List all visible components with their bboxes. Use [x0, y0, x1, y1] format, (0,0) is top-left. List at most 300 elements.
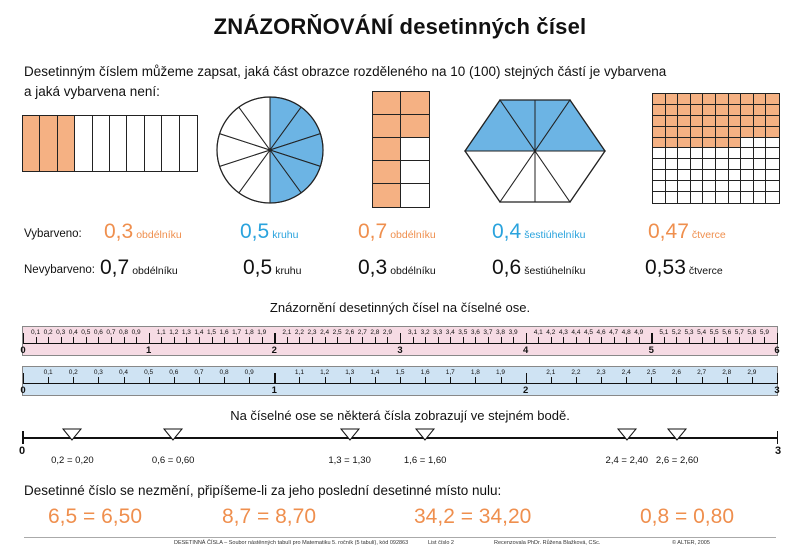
minor-tick-label: 3,7: [483, 329, 493, 336]
square-cell: [691, 105, 704, 116]
minor-tick-label: 0,8: [219, 369, 229, 376]
major-tick: [651, 333, 652, 344]
grid-cell: [373, 138, 401, 161]
hexagon-svg: [455, 95, 615, 207]
minor-tick: [639, 337, 640, 344]
circle-svg: [215, 95, 325, 205]
minor-tick: [61, 337, 62, 344]
square-cell: [741, 116, 754, 127]
rect-cell: [180, 116, 197, 171]
square-cell: [729, 105, 742, 116]
minor-tick: [325, 377, 326, 384]
filled-number-square: 0,47: [648, 220, 689, 243]
minor-tick: [98, 337, 99, 344]
minor-tick: [299, 337, 300, 344]
square-cell: [666, 192, 679, 203]
square-row: [653, 116, 779, 127]
minor-tick-label: 5,1: [659, 329, 669, 336]
minor-tick-label: 2,1: [282, 329, 292, 336]
minor-tick: [161, 337, 162, 344]
minor-tick-label: 4,5: [583, 329, 594, 336]
minor-tick: [689, 337, 690, 344]
unfilled-row-label: Nevybarveno:: [24, 264, 95, 276]
square-cell: [741, 170, 754, 181]
major-tick-label: 0: [20, 385, 26, 396]
point-marker-label: 1,3 = 1,30: [328, 455, 371, 466]
square-cell: [754, 138, 767, 149]
rule-text: Desetinné číslo se nezmění, připíšeme-li za jeho poslední desetinné místo nulu:: [24, 483, 502, 498]
minor-tick-label: 3,1: [408, 329, 418, 336]
minor-tick: [149, 377, 150, 384]
square-cell: [653, 138, 666, 149]
minor-tick: [413, 337, 414, 344]
minor-tick: [501, 337, 502, 344]
square-cell: [653, 116, 666, 127]
square-cell: [729, 159, 742, 170]
major-tick: [400, 333, 401, 344]
minor-tick: [727, 377, 728, 384]
minor-tick: [702, 377, 703, 384]
square-cell: [691, 170, 704, 181]
square-cell: [666, 127, 679, 138]
minor-tick: [425, 377, 426, 384]
square-cell: [653, 127, 666, 138]
square-cell: [716, 148, 729, 159]
figure-square-100: [652, 93, 780, 204]
minor-tick-label: 1,9: [496, 369, 506, 376]
unfilled-unit-rectangle: obdélníku: [132, 265, 178, 277]
minor-tick-label: 0,8: [119, 329, 129, 336]
minor-tick-label: 1,8: [470, 369, 480, 376]
minor-tick-label: 0,1: [31, 329, 41, 336]
minor-tick: [224, 337, 225, 344]
minor-tick-label: 3,3: [433, 329, 443, 336]
minor-tick: [325, 337, 326, 344]
minor-tick: [475, 377, 476, 384]
square-cell: [741, 148, 754, 159]
square-cell: [691, 94, 704, 105]
minor-tick-label: 0,7: [106, 329, 116, 336]
square-cell: [754, 159, 767, 170]
square-cell: [741, 159, 754, 170]
unfilled-unit-grid: obdélníku: [390, 265, 436, 277]
major-tick: [274, 373, 275, 384]
minor-tick-label: 5,3: [684, 329, 694, 336]
square-cell: [766, 138, 779, 149]
square-cell: [678, 148, 691, 159]
square-cell: [766, 127, 779, 138]
minor-tick-label: 0,5: [144, 369, 154, 376]
grid-row: [373, 92, 429, 115]
minor-tick-label: 3,9: [508, 329, 518, 336]
square-cell: [754, 170, 767, 181]
minor-tick: [475, 337, 476, 344]
minor-tick: [425, 337, 426, 344]
point-marker-label: 1,6 = 1,60: [403, 455, 447, 466]
square-cell: [703, 138, 716, 149]
minor-tick: [174, 337, 175, 344]
minor-tick-label: 1,7: [232, 329, 242, 336]
minor-tick: [513, 337, 514, 344]
minor-tick: [350, 377, 351, 384]
square-cell: [729, 94, 742, 105]
square-cell: [766, 94, 779, 105]
square-cell: [729, 148, 742, 159]
major-tick: [23, 333, 24, 344]
square-row: [653, 138, 779, 149]
square-row: [653, 94, 779, 105]
minor-tick-label: 5,7: [734, 329, 744, 336]
minor-tick: [199, 377, 200, 384]
unfilled-value-grid: [358, 256, 436, 280]
filled-unit-hexagon: šestiúhelníku: [524, 229, 586, 241]
filled-value-grid: [358, 220, 436, 244]
rect-cell: [145, 116, 162, 171]
minor-tick: [375, 337, 376, 344]
minor-tick-label: 2,6: [345, 329, 355, 336]
minor-tick-label: 2,5: [646, 369, 656, 376]
major-tick-label: 0: [20, 345, 26, 356]
same-point-caption: Na číselné ose se některá čísla zobrazují ve stejném bodě.: [230, 408, 570, 423]
square-cell: [678, 138, 691, 149]
grid-cell: [401, 92, 429, 115]
square-cell: [666, 94, 679, 105]
minor-tick: [287, 337, 288, 344]
square-cell: [703, 148, 716, 159]
square-cell: [691, 181, 704, 192]
unfilled-value-hexagon: [492, 256, 586, 280]
minor-tick-label: 1,3: [181, 329, 191, 336]
figure-hexagon-10: [455, 95, 615, 207]
square-cell: [678, 94, 691, 105]
major-tick: [777, 333, 778, 344]
rect-cell: [110, 116, 127, 171]
square-row: [653, 105, 779, 116]
grid-row: [373, 184, 429, 207]
minor-tick-label: 5,6: [722, 329, 732, 336]
minor-tick-label: 0,2: [68, 369, 78, 376]
minor-tick: [237, 337, 238, 344]
filled-number-rectangle: 0,3: [104, 220, 134, 243]
unfilled-unit-circle: kruhu: [275, 265, 302, 277]
major-tick-label: 6: [774, 345, 780, 356]
grid-cell: [373, 161, 401, 184]
square-cell: [653, 159, 666, 170]
minor-tick-label: 3,2: [420, 329, 430, 336]
minor-tick-label: 0,3: [93, 369, 103, 376]
minor-tick: [350, 337, 351, 344]
grid-cell: [401, 138, 429, 161]
square-cell: [678, 159, 691, 170]
footer: [24, 537, 776, 552]
grid-cell: [401, 184, 429, 207]
minor-tick-label: 0,2: [43, 329, 53, 336]
figure-circle-10: [215, 95, 325, 205]
page-title: ZNÁZORŇOVÁNÍ desetinných čísel: [213, 14, 587, 39]
rect-cell: [23, 116, 40, 171]
square-cell: [716, 127, 729, 138]
intro-line-1: Desetinným číslem můžeme zapsat, jaká část obrazce rozděleného na 10 (100) stejných částí je vybarvena: [24, 64, 667, 79]
square-cell: [666, 116, 679, 127]
minor-tick-label: 3,5: [458, 329, 468, 336]
square-cell: [653, 170, 666, 181]
square-cell: [741, 127, 754, 138]
equation-1: 6,5 = 6,50: [48, 505, 142, 528]
minor-tick: [400, 377, 401, 384]
major-tick-label: 1: [271, 385, 277, 396]
square-cell: [716, 94, 729, 105]
minor-tick: [764, 337, 765, 344]
square-cell: [703, 105, 716, 116]
grid-cell: [401, 161, 429, 184]
major-tick: [149, 333, 150, 344]
minor-tick-label: 2,4: [320, 329, 330, 336]
minor-tick: [702, 337, 703, 344]
minor-tick: [262, 337, 263, 344]
unfilled-number-square: 0,53: [645, 256, 686, 279]
square-cell: [741, 181, 754, 192]
minor-tick-label: 2,3: [596, 369, 606, 376]
minor-tick-label: 2,5: [332, 329, 342, 336]
major-tick: [274, 333, 275, 344]
rect-cell: [40, 116, 57, 171]
square-cell: [678, 170, 691, 181]
minor-tick: [36, 337, 37, 344]
minor-tick: [98, 377, 99, 384]
square-cell: [766, 105, 779, 116]
square-cell: [691, 192, 704, 203]
minor-tick: [450, 337, 451, 344]
minor-tick: [501, 377, 502, 384]
minor-tick: [48, 377, 49, 384]
minor-tick: [312, 337, 313, 344]
square-cell: [766, 192, 779, 203]
square-cell: [703, 159, 716, 170]
minor-tick-label: 4,3: [558, 329, 568, 336]
minor-tick-label: 0,3: [56, 329, 66, 336]
square-cell: [653, 181, 666, 192]
square-cell: [666, 159, 679, 170]
square-cell: [703, 181, 716, 192]
point-marker-icon: [162, 428, 184, 441]
minor-tick: [488, 337, 489, 344]
figure-grid-10: [372, 91, 430, 208]
square-cell: [766, 116, 779, 127]
square-row: [653, 127, 779, 138]
minor-tick: [387, 337, 388, 344]
equation-3: 34,2 = 34,20: [414, 505, 532, 528]
rect-cell: [162, 116, 179, 171]
minor-tick-label: 4,8: [621, 329, 631, 336]
square-row: [653, 159, 779, 170]
square-row: [653, 170, 779, 181]
minor-tick-label: 2,2: [571, 369, 581, 376]
minor-tick: [664, 337, 665, 344]
minor-tick-label: 1,6: [219, 329, 229, 336]
grid-row: [373, 115, 429, 138]
square-cell: [666, 170, 679, 181]
minor-tick-label: 0,6: [93, 329, 103, 336]
minor-tick: [249, 337, 250, 344]
minor-tick: [337, 337, 338, 344]
minor-tick: [563, 337, 564, 344]
square-row: [653, 192, 779, 203]
unfilled-number-circle: 0,5: [243, 256, 273, 279]
minor-tick-label: 1,4: [194, 329, 204, 336]
number-line-bottom: [18, 437, 782, 466]
minor-tick: [224, 377, 225, 384]
square-cell: [729, 138, 742, 149]
minor-tick: [626, 377, 627, 384]
square-cell: [766, 170, 779, 181]
square-cell: [703, 192, 716, 203]
filled-value-hexagon: [492, 220, 586, 244]
square-cell: [678, 192, 691, 203]
major-tick-label: 3: [774, 385, 780, 396]
footer-center: List číslo 2: [428, 540, 454, 546]
filled-row-label: Vybarveno:: [24, 228, 82, 240]
square-cell: [666, 148, 679, 159]
square-cell: [716, 192, 729, 203]
major-tick-label: 5: [648, 345, 654, 356]
minor-tick-label: 1,6: [420, 369, 430, 376]
square-cell: [716, 159, 729, 170]
minor-tick: [551, 377, 552, 384]
major-tick: [526, 333, 527, 344]
minor-tick-label: 3,4: [445, 329, 455, 336]
filled-unit-square: čtverce: [691, 229, 726, 241]
point-marker-icon: [61, 428, 83, 441]
minor-tick-label: 0,9: [244, 369, 254, 376]
square-cell: [716, 138, 729, 149]
minor-tick: [73, 337, 74, 344]
unfilled-value-circle: [243, 256, 301, 280]
minor-tick-label: 5,9: [759, 329, 769, 336]
minor-tick: [727, 337, 728, 344]
square-cell: [666, 181, 679, 192]
minor-tick: [576, 377, 577, 384]
square-cell: [741, 105, 754, 116]
major-tick: [526, 373, 527, 384]
minor-tick-label: 0,4: [68, 329, 78, 336]
major-tick: [23, 373, 24, 384]
minor-tick-label: 1,2: [320, 369, 330, 376]
minor-tick-label: 1,4: [370, 369, 380, 376]
minor-tick: [551, 337, 552, 344]
major-tick-label: 4: [523, 345, 529, 356]
major-tick: [777, 373, 778, 384]
square-cell: [754, 105, 767, 116]
minor-tick-label: 3,8: [496, 329, 506, 336]
square-cell: [716, 170, 729, 181]
point-marker-label: 0,2 = 0,20: [51, 455, 94, 466]
minor-tick: [249, 377, 250, 384]
unfilled-unit-hexagon: šestiúhelníku: [524, 265, 586, 277]
filled-number-circle: 0,5: [240, 220, 270, 243]
minor-tick: [589, 337, 590, 344]
minor-tick-label: 0,4: [119, 369, 129, 376]
equation-2: 8,7 = 8,70: [222, 505, 316, 528]
point-marker-label: 2,4 = 2,40: [605, 455, 649, 466]
filled-unit-circle: kruhu: [272, 229, 299, 241]
number-line-pink: [22, 326, 778, 356]
minor-tick-label: 1,1: [294, 369, 304, 376]
minor-tick-label: 3,6: [470, 329, 480, 336]
minor-tick: [86, 337, 87, 344]
square-cell: [691, 127, 704, 138]
minor-tick: [174, 377, 175, 384]
square-cell: [754, 94, 767, 105]
minor-tick-label: 5,2: [671, 329, 681, 336]
minor-tick-label: 4,7: [609, 329, 619, 336]
unfilled-value-square: [645, 256, 723, 280]
minor-tick: [739, 337, 740, 344]
figure-rectangle-10: [22, 115, 198, 172]
minor-tick: [752, 377, 753, 384]
minor-tick: [73, 377, 74, 384]
square-cell: [703, 170, 716, 181]
square-cell: [741, 192, 754, 203]
minor-tick-label: 1,8: [244, 329, 254, 336]
square-cell: [666, 105, 679, 116]
rect-cell: [93, 116, 110, 171]
minor-tick-label: 1,5: [206, 329, 217, 336]
minor-tick: [438, 337, 439, 344]
grid-row: [373, 161, 429, 184]
square-row: [653, 148, 779, 159]
line-endpoint-label: 0: [18, 445, 26, 457]
minor-tick: [450, 377, 451, 384]
square-cell: [653, 105, 666, 116]
square-cell: [766, 181, 779, 192]
minor-tick-label: 2,8: [370, 329, 380, 336]
line-endpoint: [777, 431, 779, 444]
minor-tick: [576, 337, 577, 344]
minor-tick: [463, 337, 464, 344]
filled-number-hexagon: 0,4: [492, 220, 522, 243]
point-marker-icon: [666, 428, 688, 441]
point-marker-icon: [616, 428, 638, 441]
square-cell: [729, 170, 742, 181]
grid-cell: [401, 115, 429, 138]
minor-tick-label: 4,9: [634, 329, 644, 336]
square-cell: [691, 116, 704, 127]
square-cell: [703, 127, 716, 138]
minor-tick-label: 2,1: [546, 369, 556, 376]
minor-tick-label: 2,4: [621, 369, 631, 376]
minor-tick-label: 1,5: [395, 369, 405, 376]
unfilled-unit-square: čtverce: [688, 265, 723, 277]
minor-tick: [362, 337, 363, 344]
minor-tick-label: 4,6: [596, 329, 606, 336]
point-marker-icon: [414, 428, 436, 441]
square-cell: [653, 192, 666, 203]
minor-tick-label: 1,9: [257, 329, 267, 336]
minor-tick: [601, 337, 602, 344]
square-cell: [653, 94, 666, 105]
point-marker-icon: [339, 428, 361, 441]
minor-tick: [601, 377, 602, 384]
minor-tick: [614, 337, 615, 344]
square-cell: [729, 127, 742, 138]
minor-tick: [124, 377, 125, 384]
minor-tick: [212, 337, 213, 344]
square-cell: [766, 148, 779, 159]
square-cell: [666, 138, 679, 149]
square-cell: [678, 181, 691, 192]
major-tick-label: 2: [271, 345, 277, 356]
minor-tick-label: 4,4: [571, 329, 581, 336]
